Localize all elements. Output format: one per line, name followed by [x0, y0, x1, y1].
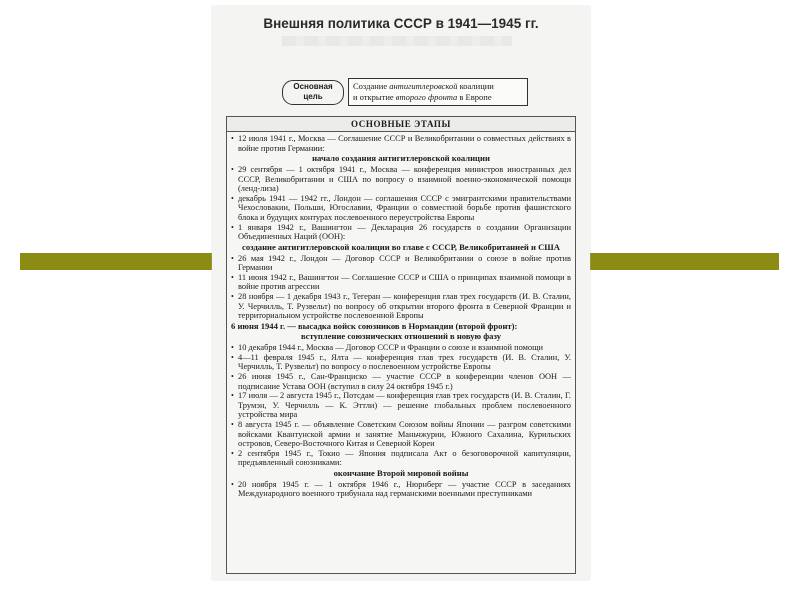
stage-phase-heading: начало создания антигитлеровской коалиции: [312, 153, 490, 164]
stage-item: • 1 января 1942 г., Вашингтон — Декларация 26 государств о создании Организации Объединенных Наций (ООН):: [231, 223, 571, 242]
goal-text-part: коалиции: [457, 81, 494, 91]
goal-text-emphasis: второго фронта: [395, 92, 458, 102]
stage-item: • 4—11 февраля 1945 г., Ялта — конференция глав трех государств (И. В. Сталин, У. Черчилль, Т. Рузвельт) по вопросу о послевоенном устройстве Европы: [231, 353, 571, 372]
goal-text-box: [348, 78, 528, 106]
stage-item: • 10 декабря 1944 г., Москва — Договор СССР и Франции о союзе и взаимной помощи: [231, 343, 571, 353]
goal-text-part: и открытие: [353, 92, 396, 102]
slide-accent-band-right: [589, 253, 779, 270]
stage-item: • 26 июня 1945 г., Сан-Франциско — участие СССР в конференции членов ООН — подписание Устава ООН (вступил в силу 24 октября 1945 г.): [231, 372, 571, 391]
faded-subtitle-strip: [282, 36, 512, 46]
goal-section: [282, 78, 530, 108]
goal-label-line1: Основная: [293, 82, 333, 91]
stage-item: • 20 ноября 1945 г. — 1 октября 1946 г., Нюрнберг — участие СССР в заседаниях Международного военного трибунала над германскими военными преступниками: [231, 480, 571, 499]
goal-text-part: Создание: [353, 81, 390, 91]
stage-item: • 12 июля 1941 г., Москва — Соглашение СССР и Великобритании о совместных действиях в войне против Германии:: [231, 134, 571, 153]
document-page: [212, 6, 590, 580]
stage-item: • 8 августа 1945 г. — объявление Советским Союзом войны Японии — разгром советскими войсками Квантунской армии и занятие Маньчжурии, Южного Сахалина, Курильских островов, Северо-Восточного Китая и Северной Кореи: [231, 420, 571, 449]
stage-item: • 29 сентября — 1 октября 1941 г., Москва — конференция министров иностранных дел СССР, Великобритании и США по вопросу о взаимной военно-экономической помощи (ленд-лиза): [231, 165, 571, 194]
stage-item: • 17 июля — 2 августа 1945 г., Потсдам — конференция глав трех государств (И. В. Сталин, Г. Трумэн, У. Черчилль — К. Эттли) — решение глобальных проблем послевоенного устройства мира: [231, 391, 571, 420]
slide-accent-band-left: [20, 253, 212, 270]
goal-text-part: в Европе: [457, 92, 492, 102]
stages-list: [227, 132, 575, 499]
stage-item: • декабрь 1941 — 1942 гг., Лондон — соглашения СССР с эмигрантскими правительствами Чехословакии, Польши, Югославии, Франции о совместной борьбе против фашистского блока и будущих контурах послевоенного переустройства Европы: [231, 194, 571, 223]
goal-text-line2: [353, 92, 523, 103]
stage-phase-heading: 6 июня 1944 г. — высадка войск союзников в Нормандии (второй фронт):: [231, 320, 518, 331]
stage-phase-heading: вступление союзнических отношений в новую фазу: [300, 331, 502, 342]
stage-phase-heading: создание антигитлеровской коалиции во главе с СССР, Великобританией и США: [242, 241, 560, 252]
goal-text-line1: [353, 81, 523, 92]
stages-table: [226, 116, 576, 574]
goal-text-emphasis: антигитлеровской: [389, 81, 458, 91]
goal-label-line2: цель: [303, 92, 323, 101]
stages-header: ОСНОВНЫЕ ЭТАПЫ: [227, 117, 575, 132]
page-title: Внешняя политика СССР в 1941—1945 гг.: [263, 16, 539, 31]
goal-label: [282, 80, 344, 105]
stage-item: • 11 июня 1942 г., Вашингтон — Соглашение СССР и США о принципах взаимной помощи в войне против агрессии: [231, 273, 571, 292]
stage-phase-heading: окончание Второй мировой войны: [333, 468, 469, 478]
stage-item: • 26 мая 1942 г., Лондон — Договор СССР и Великобритании о союзе в войне против Германии: [231, 254, 571, 273]
stage-item: • 28 ноября — 1 декабря 1943 г., Тегеран — конференция глав трех государств (И. В. Сталин, У. Черчилль, Т. Рузвельт) по вопросу об открытии второго фронта в Северной Франции и территориальном устройстве послевоенной Европы: [231, 292, 571, 321]
stage-item: • 2 сентября 1945 г., Токио — Япония подписала Акт о безоговорочной капитуляции, предъявленный союзниками:: [231, 449, 571, 468]
